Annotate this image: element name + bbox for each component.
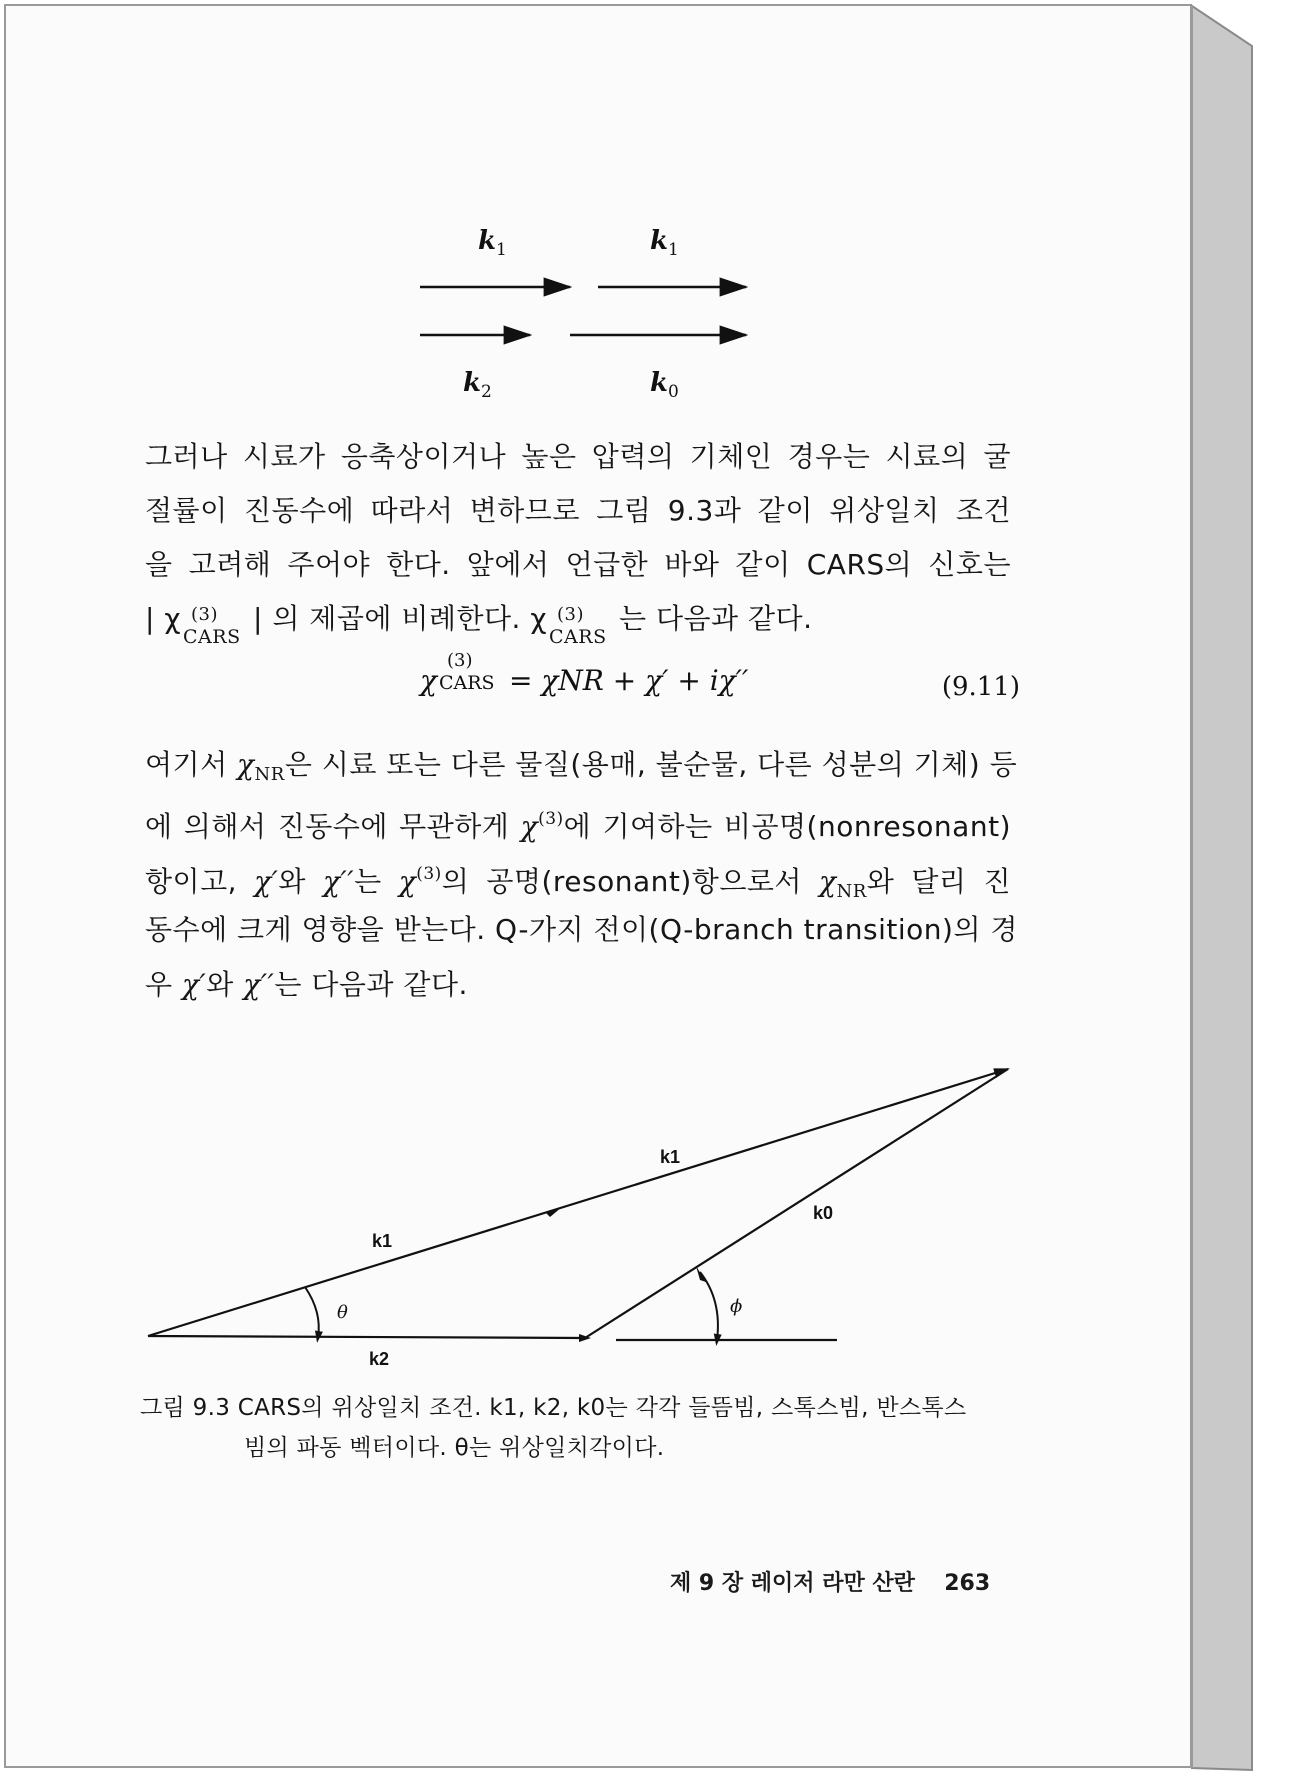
label-k1-lower: k1: [372, 1231, 393, 1251]
caption-line-2: 빔의 파동 벡터이다. θ는 위상일치각이다.: [244, 1435, 665, 1461]
paragraph-2-line-1: 여기서 $\chi_{NR}$은 시료 또는 다른 물질(용매, 불순물, 다른 성분의 기체) 등: [145, 748, 1018, 785]
label-k2: k2: [369, 1349, 390, 1369]
chapter-title: 제 9 장 레이저 라만 산란: [670, 1571, 915, 1596]
page-footer: [670, 1566, 990, 1597]
paragraph-1-line-3: 을 고려해 주어야 한다. 앞에서 언급한 바와 같이 CARS의 신호는: [145, 548, 1011, 581]
paragraph-1-line-2: 절률이 진동수에 따라서 변하므로 그림 9.3과 같이 위상일치 조건: [145, 494, 1011, 527]
caption-line-1: 그림 9.3 CARS의 위상일치 조건. k1, k2, k0는 각각 들뜸빔, 스톡스빔, 반스톡스: [140, 1395, 967, 1421]
label-theta: θ: [337, 1302, 348, 1323]
equation-9-11: χ (3) CARS = χNR + χ′ + iχ′′ (9.11): [420, 650, 1020, 702]
paragraph-2-line-2: 에 의해서 진동수에 무관하게 $\chi^{(3)}$에 기여하는 비공명(nonresonant): [145, 809, 1011, 843]
label-k0: k0: [813, 1203, 834, 1223]
page-number: 263: [944, 1571, 991, 1596]
label-k1-upper: k1: [660, 1147, 681, 1167]
top-k2-label: $k_2$: [463, 368, 492, 403]
vector-k0: [585, 1069, 1008, 1338]
label-phi: ϕ: [730, 1296, 743, 1317]
equation-number: (9.11): [941, 672, 1020, 702]
phi-arc: [700, 1272, 718, 1340]
paragraph-2-line-5: 우 χ′와 χ′′는 다음과 같다.: [145, 968, 468, 1001]
vector-k2: [148, 1336, 585, 1338]
vector-k1-long: [148, 1069, 1008, 1336]
paragraph-1-line-4: | χ (3) CARS | 의 제곱에 비례한다. χ (3) CARS 는 다음과 같다.: [145, 602, 813, 648]
paragraph-2-line-4: 동수에 크게 영향을 받는다. Q-가지 전이(Q-branch transition)의 경: [145, 913, 1018, 946]
top-k0-label: $k_0$: [650, 368, 679, 403]
theta-arc: [305, 1287, 319, 1337]
paragraph-1-line-1: 그러나 시료가 응축상이거나 높은 압력의 기체인 경우는 시료의 굴: [145, 440, 1011, 473]
paragraph-2-line-3: 항이고, χ′와 χ′′는 $\chi^{(3)}$의 공명(resonant)항으로서 $\chi_{NR}$와 달리 진: [145, 864, 1012, 902]
top-k1-right-label: $k_1$: [650, 226, 679, 261]
top-k1-left-label: $k_1$: [478, 226, 507, 261]
figure-caption: [140, 1388, 1012, 1468]
